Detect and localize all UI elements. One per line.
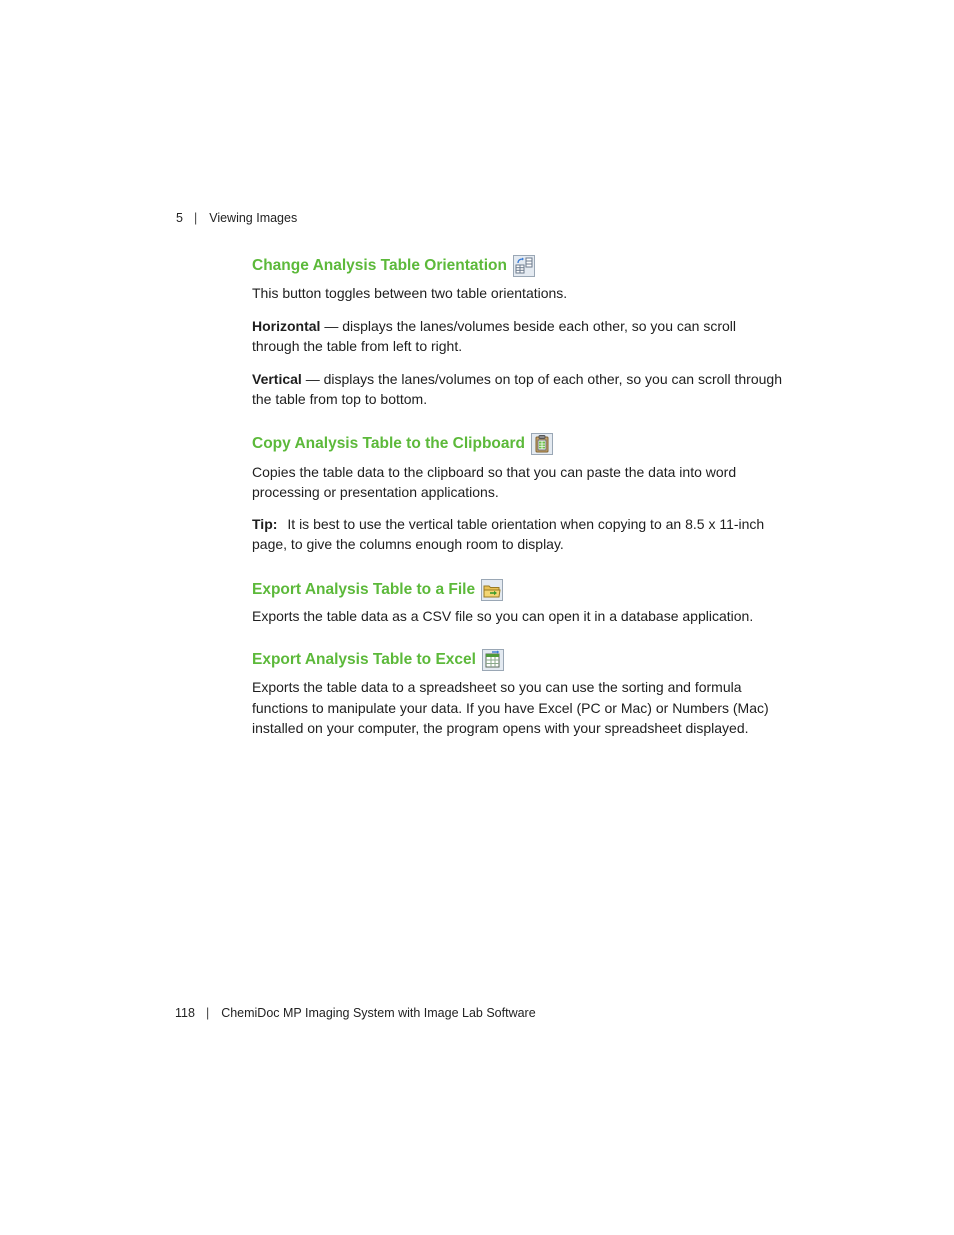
paragraph-vertical bbox=[252, 369, 782, 410]
definition-horizontal: — displays the lanes/volumes beside each other, so you can scroll through the table from left to right. bbox=[252, 317, 737, 354]
tip-text: It is best to use the vertical table orientation when copying to an 8.5 x 11-inch page, to give the columns enough room to display. bbox=[252, 515, 765, 552]
book-title: ChemiDoc MP Imaging System with Image Lab Software bbox=[221, 1006, 536, 1020]
export-excel-icon bbox=[482, 649, 504, 671]
table-orientation-icon bbox=[513, 255, 535, 277]
section-heading-text: Change Analysis Table Orientation bbox=[252, 257, 507, 274]
section-heading-text: Copy Analysis Table to the Clipboard bbox=[252, 434, 526, 452]
footer-separator: | bbox=[205, 1006, 210, 1020]
running-head bbox=[176, 211, 297, 225]
section-heading-text: Export Analysis Table to a File bbox=[252, 580, 476, 598]
page-number: 118 bbox=[175, 1006, 195, 1020]
term-horizontal: Horizontal bbox=[252, 317, 321, 334]
paragraph-horizontal bbox=[252, 316, 782, 357]
chapter-title: Viewing Images bbox=[209, 211, 298, 225]
term-vertical: Vertical bbox=[252, 370, 302, 387]
section-heading-export-excel bbox=[252, 649, 782, 671]
section-heading-copy-clipboard bbox=[252, 433, 782, 455]
tip-label: Tip: bbox=[252, 515, 278, 532]
section-heading-change-orientation bbox=[252, 255, 782, 277]
running-head-separator: | bbox=[193, 211, 198, 225]
paragraph: Exports the table data as a CSV file so you can open it in a database application. bbox=[252, 607, 754, 624]
export-file-icon bbox=[481, 579, 503, 601]
page-footer bbox=[175, 1006, 536, 1020]
tip-paragraph bbox=[252, 514, 782, 555]
section-heading-text: Export Analysis Table to Excel bbox=[252, 651, 476, 668]
section-heading-export-file bbox=[252, 579, 782, 601]
chapter-number: 5 bbox=[176, 211, 183, 225]
clipboard-copy-icon bbox=[531, 433, 553, 455]
paragraph: This button toggles between two table orientations. bbox=[252, 285, 568, 301]
definition-vertical: — displays the lanes/volumes on top of each other, so you can scroll through the table from top to bottom. bbox=[252, 370, 782, 407]
paragraph: Copies the table data to the clipboard so that you can paste the data into word processing or presentation applications. bbox=[252, 463, 737, 500]
paragraph: Exports the table data to a spreadsheet so you can use the sorting and formula functions to manipulate your data. If you have Excel (PC or Mac) or Numbers (Mac) installed on your computer, the program opens with your spreadsheet displayed. bbox=[252, 679, 769, 736]
main-content bbox=[252, 255, 782, 739]
